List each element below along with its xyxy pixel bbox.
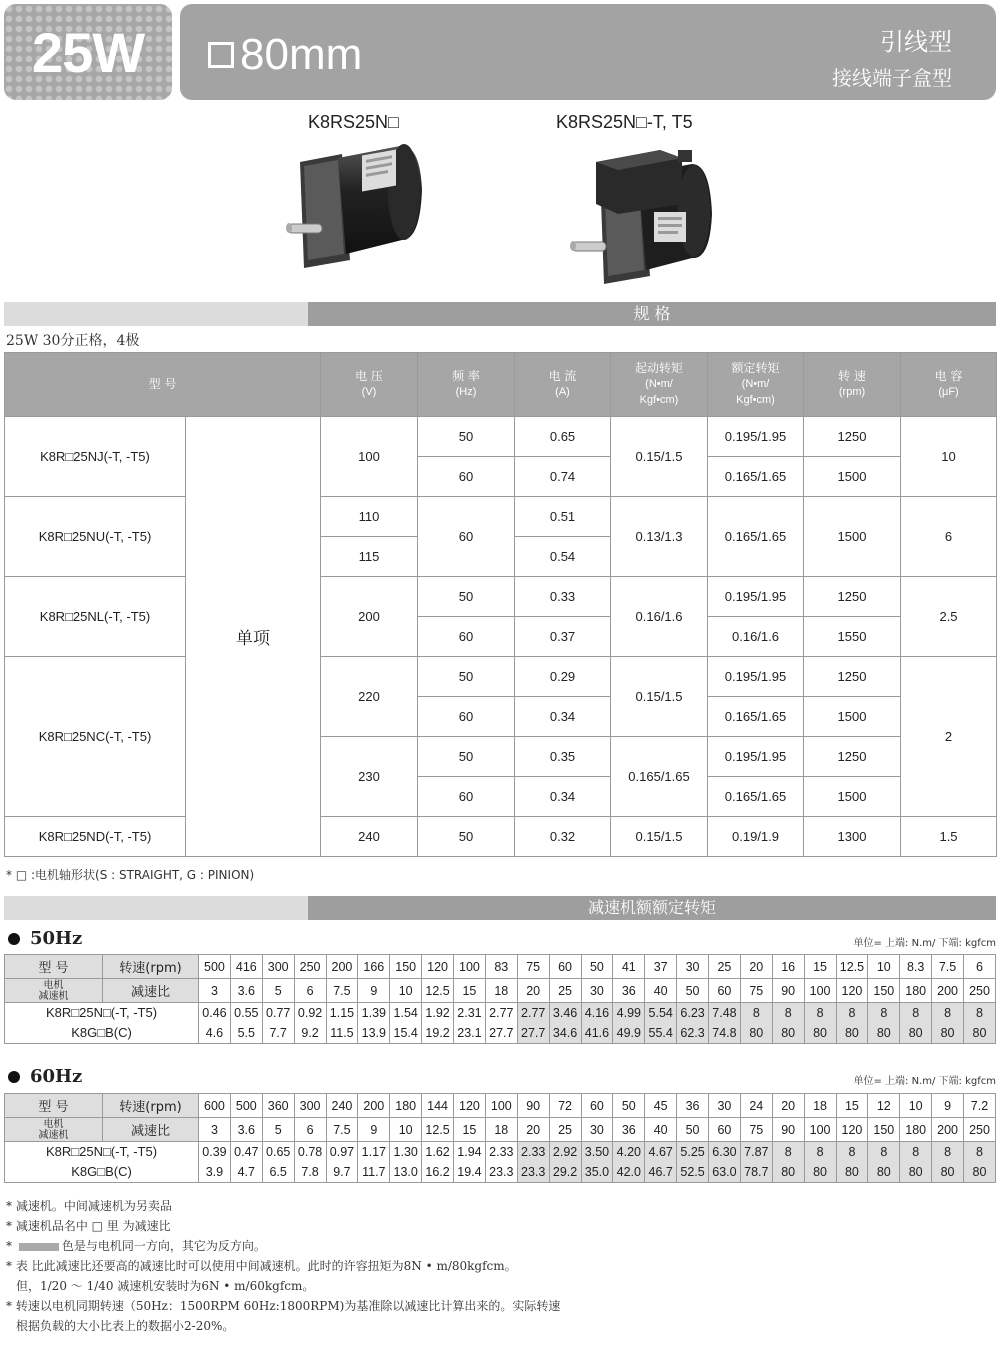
torque-cell: 8 80: [740, 1003, 772, 1044]
freq-cell: 60: [418, 497, 515, 577]
torque-cell: 8 80: [932, 1003, 964, 1044]
speed-cell: 500: [199, 955, 231, 979]
speed-cell: 1250: [804, 737, 901, 777]
speed-cell: 200: [358, 1094, 390, 1118]
torque-cell: 8 80: [836, 1142, 868, 1183]
spec-row: [5, 417, 997, 457]
speed-cell: 150: [390, 955, 422, 979]
rated-torque-cell: 0.195/1.95: [708, 737, 804, 777]
ratio-row: [5, 1118, 996, 1142]
ratio-cell: 15: [454, 979, 486, 1003]
ratio-cell: 100: [804, 1118, 836, 1142]
ratio-cell: 180: [900, 979, 932, 1003]
gear-model-cell: K8R□25N□(-T, -T5) K8G□B(C): [5, 1003, 199, 1044]
footnote: * 转速以电机同期转速（50Hz：1500RPM 60Hz:1800RPM)为基准除以减速比计算出来的。实际转速: [6, 1299, 561, 1313]
gear-section-title: 减速机额额定转矩: [308, 896, 996, 920]
speed-cell: 30: [677, 955, 709, 979]
speed-cell: 10: [868, 955, 900, 979]
current-cell: 0.34: [515, 697, 611, 737]
gear-section-bar: [4, 896, 996, 920]
torque-cell: 8 80: [868, 1003, 900, 1044]
speed-cell: 120: [422, 955, 454, 979]
model-cell: K8R□25NU(-T, -T5): [5, 497, 186, 577]
speed-cell: 1500: [804, 697, 901, 737]
rated-torque-cell: 0.195/1.95: [708, 657, 804, 697]
torque-cell: 6.30 63.0: [709, 1142, 741, 1183]
ratio-cell: 40: [645, 1118, 677, 1142]
motor-terminal-box-image: [566, 134, 726, 286]
start-torque-cell: 0.15/1.5: [611, 657, 708, 737]
ratio-cell: 40: [645, 979, 677, 1003]
col-rated-torque: 额定转矩 (N•m/ Kgf•cm): [708, 353, 804, 417]
speed-cell: 9: [932, 1094, 964, 1118]
speed-cell: 36: [677, 1094, 709, 1118]
speed-cell: 15: [836, 1094, 868, 1118]
ratio-cell: 50: [677, 979, 709, 1003]
model-cell: K8R□25ND(-T, -T5): [5, 817, 186, 857]
col-start-torque: 起动转矩 (N•m/ Kgf•cm): [611, 353, 708, 417]
ratio-cell: 25: [549, 1118, 581, 1142]
current-cell: 0.33: [515, 577, 611, 617]
speed-cell: 45: [645, 1094, 677, 1118]
speed-cell: 360: [262, 1094, 294, 1118]
torque-row: [5, 1003, 996, 1044]
start-torque-cell: 0.165/1.65: [611, 737, 708, 817]
speed-cell: 20: [772, 1094, 804, 1118]
spec-row: [5, 817, 997, 857]
torque-cell: 0.65 6.5: [262, 1142, 294, 1183]
ratio-cell: 18: [485, 979, 517, 1003]
ratio-cell: 18: [485, 1118, 517, 1142]
speed-cell: 7.2: [964, 1094, 996, 1118]
torque-cell: 4.20 42.0: [613, 1142, 645, 1183]
ratio-cell: 5: [262, 979, 294, 1003]
spec-section-bar: [4, 302, 996, 326]
torque-cell: 5.54 55.4: [645, 1003, 677, 1044]
torque-cell: 2.77 27.7: [517, 1003, 549, 1044]
gear-model-cell: K8R□25N□(-T, -T5) K8G□B(C): [5, 1142, 199, 1183]
motor-reducer-label: 电机 减速机: [5, 979, 103, 1003]
torque-cell: 6.23 62.3: [677, 1003, 709, 1044]
speed-cell: 50: [613, 1094, 645, 1118]
torque-cell: 8 80: [900, 1003, 932, 1044]
freq-cell: 50: [418, 657, 515, 697]
motor-lead-wire-image: [280, 140, 440, 270]
torque-cell: 1.17 11.7: [358, 1142, 390, 1183]
speed-cell: 60: [581, 1094, 613, 1118]
spec-table: [4, 352, 997, 857]
torque-cell: 0.46 4.6: [199, 1003, 231, 1044]
torque-cell: 0.78 7.8: [294, 1142, 326, 1183]
hz50-label: 50Hz: [30, 928, 83, 949]
rated-torque-cell: 0.165/1.65: [708, 697, 804, 737]
torque-cell: 1.30 13.0: [390, 1142, 422, 1183]
torque-cell: 7.48 74.8: [709, 1003, 741, 1044]
speed-row: [5, 1094, 996, 1118]
speed-cell: 15: [804, 955, 836, 979]
ratio-cell: 7.5: [326, 979, 358, 1003]
footnote: 但，1/20 ～ 1/40 减速机安装时为6N • m/60kgfcm。: [16, 1279, 315, 1293]
speed-cell: 25: [709, 955, 741, 979]
freq-cell: 60: [418, 457, 515, 497]
col-voltage: 电 压 (V): [321, 353, 418, 417]
torque-cell: 2.31 23.1: [454, 1003, 486, 1044]
speed-cell: 300: [262, 955, 294, 979]
frame-size: [208, 30, 362, 80]
ratio-cell: 36: [613, 979, 645, 1003]
rated-torque-cell: 0.165/1.65: [708, 497, 804, 577]
unit-note-60: 单位= 上端: N.m/ 下端: kgfcm: [853, 1076, 996, 1087]
speed-cell: 416: [230, 955, 262, 979]
torque-cell: 1.39 13.9: [358, 1003, 390, 1044]
torque-cell: 2.77 27.7: [485, 1003, 517, 1044]
ratio-cell: 30: [581, 1118, 613, 1142]
torque-cell: 0.97 9.7: [326, 1142, 358, 1183]
ratio-cell: 150: [868, 1118, 900, 1142]
capacitor-cell: 2: [901, 657, 997, 817]
torque-row: [5, 1142, 996, 1183]
current-cell: 0.51: [515, 497, 611, 537]
model-cell: K8R□25NC(-T, -T5): [5, 657, 186, 817]
ratio-cell: 200: [932, 979, 964, 1003]
speed-cell: 180: [390, 1094, 422, 1118]
speed-cell: 144: [422, 1094, 454, 1118]
freq-cell: 60: [418, 777, 515, 817]
speed-cell: 12: [868, 1094, 900, 1118]
ratio-cell: 5: [262, 1118, 294, 1142]
speed-cell: 20: [740, 955, 772, 979]
freq-cell: 60: [418, 617, 515, 657]
power-badge: [4, 4, 172, 100]
speed-cell: 50: [581, 955, 613, 979]
speed-cell: 30: [709, 1094, 741, 1118]
gear-table-60hz: [4, 1093, 996, 1183]
current-cell: 0.37: [515, 617, 611, 657]
current-cell: 0.65: [515, 417, 611, 457]
speed-cell: 8.3: [900, 955, 932, 979]
model-label: 型 号: [5, 1094, 103, 1118]
voltage-cell: 100: [321, 417, 418, 497]
torque-cell: 1.62 16.2: [422, 1142, 454, 1183]
ratio-cell: 3.6: [230, 979, 262, 1003]
start-torque-cell: 0.15/1.5: [611, 817, 708, 857]
torque-cell: 3.46 34.6: [549, 1003, 581, 1044]
voltage-cell: 115: [321, 537, 418, 577]
capacitor-cell: 2.5: [901, 577, 997, 657]
ratio-cell: 30: [581, 979, 613, 1003]
ratio-cell: 7.5: [326, 1118, 358, 1142]
current-cell: 0.29: [515, 657, 611, 697]
ratio-cell: 9: [358, 979, 390, 1003]
bullet-icon: [8, 933, 20, 945]
speed-cell: 100: [454, 955, 486, 979]
freq-cell: 50: [418, 817, 515, 857]
speed-cell: 500: [230, 1094, 262, 1118]
capacitor-cell: 1.5: [901, 817, 997, 857]
speed-cell: 166: [358, 955, 390, 979]
rated-torque-cell: 0.195/1.95: [708, 417, 804, 457]
torque-cell: 8 80: [964, 1142, 996, 1183]
torque-cell: 2.33 23.3: [485, 1142, 517, 1183]
freq-cell: 60: [418, 697, 515, 737]
spec-row: [5, 497, 997, 537]
square-icon: [208, 42, 234, 68]
ratio-cell: 75: [740, 1118, 772, 1142]
torque-cell: 1.92 19.2: [422, 1003, 454, 1044]
ratio-cell: 15: [454, 1118, 486, 1142]
freq-cell: 50: [418, 577, 515, 617]
voltage-cell: 220: [321, 657, 418, 737]
start-torque-cell: 0.13/1.3: [611, 497, 708, 577]
torque-cell: 8 80: [772, 1142, 804, 1183]
spec-subtitle: 25W 30分正格，4极: [6, 333, 140, 349]
torque-cell: 5.25 52.5: [677, 1142, 709, 1183]
footnote: * 表 比此减速比还要高的减速比时可以使用中间减速机。此时的许容扭矩为8N • m/80kgfcm。: [6, 1259, 517, 1273]
ratio-cell: 10: [390, 979, 422, 1003]
ratio-row: [5, 979, 996, 1003]
torque-cell: 8 80: [804, 1142, 836, 1183]
type-line-1: 引线型: [880, 28, 952, 56]
speed-cell: 300: [294, 1094, 326, 1118]
ratio-cell: 60: [709, 1118, 741, 1142]
spec-row: [5, 577, 997, 617]
hz60-heading: [8, 1066, 82, 1087]
col-frequency: 频 率 (Hz): [418, 353, 515, 417]
current-cell: 0.74: [515, 457, 611, 497]
speed-cell: 18: [804, 1094, 836, 1118]
speed-cell: 120: [454, 1094, 486, 1118]
torque-cell: 2.33 23.3: [517, 1142, 549, 1183]
voltage-cell: 230: [321, 737, 418, 817]
ratio-cell: 12.5: [422, 979, 454, 1003]
current-cell: 0.35: [515, 737, 611, 777]
speed-cell: 41: [613, 955, 645, 979]
spec-header-row: [5, 353, 997, 417]
hz50-heading: [8, 928, 82, 949]
speed-cell: 12.5: [836, 955, 868, 979]
ratio-label: 减速比: [103, 1118, 199, 1142]
ratio-cell: 20: [517, 1118, 549, 1142]
ratio-cell: 3: [199, 1118, 231, 1142]
ratio-cell: 10: [390, 1118, 422, 1142]
torque-cell: 3.50 35.0: [581, 1142, 613, 1183]
model-cell: K8R□25NL(-T, -T5): [5, 577, 186, 657]
speed-cell: 10: [900, 1094, 932, 1118]
rated-torque-cell: 0.165/1.65: [708, 777, 804, 817]
ratio-cell: 3.6: [230, 1118, 262, 1142]
unit-note-50: 单位= 上端: N.m/ 下端: kgfcm: [853, 938, 996, 949]
rated-torque-cell: 0.165/1.65: [708, 457, 804, 497]
torque-cell: 1.15 11.5: [326, 1003, 358, 1044]
speed-label: 转速(rpm): [103, 1094, 199, 1118]
ratio-cell: 120: [836, 979, 868, 1003]
speed-cell: 1250: [804, 657, 901, 697]
highlight-swatch: [19, 1243, 59, 1251]
speed-cell: 7.5: [932, 955, 964, 979]
speed-cell: 72: [549, 1094, 581, 1118]
model-cell: K8R□25NJ(-T, -T5): [5, 417, 186, 497]
torque-cell: 1.54 15.4: [390, 1003, 422, 1044]
model-label: 型 号: [5, 955, 103, 979]
shaft-note: * □ :电机轴形状(S : STRAIGHT, G : PINION): [6, 868, 255, 882]
speed-cell: 250: [294, 955, 326, 979]
start-torque-cell: 0.15/1.5: [611, 417, 708, 497]
torque-cell: 8 80: [964, 1003, 996, 1044]
torque-cell: 0.92 9.2: [294, 1003, 326, 1044]
speed-row: [5, 955, 996, 979]
gear-table-50hz: [4, 954, 996, 1044]
speed-cell: 60: [549, 955, 581, 979]
speed-cell: 1250: [804, 577, 901, 617]
bullet-icon: [8, 1071, 20, 1083]
voltage-cell: 200: [321, 577, 418, 657]
torque-cell: 0.77 7.7: [262, 1003, 294, 1044]
current-cell: 0.34: [515, 777, 611, 817]
ratio-cell: 200: [932, 1118, 964, 1142]
speed-cell: 1250: [804, 417, 901, 457]
ratio-cell: 36: [613, 1118, 645, 1142]
torque-cell: 2.92 29.2: [549, 1142, 581, 1183]
ratio-cell: 60: [709, 979, 741, 1003]
product-caption-terminal: K8RS25N□-T, T5: [556, 112, 693, 132]
current-cell: 0.32: [515, 817, 611, 857]
capacitor-cell: 6: [901, 497, 997, 577]
torque-cell: 1.94 19.4: [454, 1142, 486, 1183]
start-torque-cell: 0.16/1.6: [611, 577, 708, 657]
type-line-2: 接线端子盒型: [832, 66, 952, 90]
speed-cell: 1500: [804, 777, 901, 817]
ratio-cell: 75: [740, 979, 772, 1003]
ratio-cell: 6: [294, 1118, 326, 1142]
speed-cell: 90: [517, 1094, 549, 1118]
ratio-cell: 6: [294, 979, 326, 1003]
ratio-cell: 180: [900, 1118, 932, 1142]
col-current: 电 流 (A): [515, 353, 611, 417]
speed-cell: 1550: [804, 617, 901, 657]
motor-reducer-label: 电机 减速机: [5, 1118, 103, 1142]
torque-cell: 8 80: [900, 1142, 932, 1183]
torque-cell: 4.67 46.7: [645, 1142, 677, 1183]
spec-section-title: 规 格: [308, 302, 996, 326]
ratio-cell: 3: [199, 979, 231, 1003]
ratio-cell: 100: [804, 979, 836, 1003]
ratio-cell: 12.5: [422, 1118, 454, 1142]
phase-cell: 单项: [186, 417, 321, 857]
torque-cell: 8 80: [932, 1142, 964, 1183]
product-caption-lead: K8RS25N□: [308, 112, 399, 132]
torque-cell: 8 80: [836, 1003, 868, 1044]
footnote: 根据负载的大小比表上的数据小2-20%。: [16, 1319, 235, 1333]
ratio-cell: 120: [836, 1118, 868, 1142]
capacitor-cell: 10: [901, 417, 997, 497]
power-label: 25W: [31, 21, 145, 84]
speed-cell: 1500: [804, 457, 901, 497]
current-cell: 0.54: [515, 537, 611, 577]
torque-cell: 8 80: [868, 1142, 900, 1183]
voltage-cell: 240: [321, 817, 418, 857]
ratio-cell: 90: [772, 979, 804, 1003]
footnote: * 减速机。中间减速机为另卖品: [6, 1199, 172, 1213]
rated-torque-cell: 0.19/1.9: [708, 817, 804, 857]
speed-cell: 24: [740, 1094, 772, 1118]
speed-cell: 37: [645, 955, 677, 979]
frame-size-label: 80mm: [240, 30, 363, 79]
ratio-cell: 50: [677, 1118, 709, 1142]
ratio-cell: 250: [964, 1118, 996, 1142]
col-speed: 转 速 (rpm): [804, 353, 901, 417]
speed-cell: 200: [326, 955, 358, 979]
ratio-cell: 150: [868, 979, 900, 1003]
rated-torque-cell: 0.16/1.6: [708, 617, 804, 657]
ratio-cell: 9: [358, 1118, 390, 1142]
speed-cell: 1300: [804, 817, 901, 857]
rated-torque-cell: 0.195/1.95: [708, 577, 804, 617]
speed-cell: 6: [964, 955, 996, 979]
col-model: 型 号: [5, 353, 321, 417]
header-banner: [180, 4, 996, 100]
speed-cell: 75: [517, 955, 549, 979]
speed-cell: 600: [199, 1094, 231, 1118]
torque-cell: 7.87 78.7: [740, 1142, 772, 1183]
ratio-cell: 90: [772, 1118, 804, 1142]
footnote: * 减速机品名中 □ 里 为减速比: [6, 1219, 171, 1233]
ratio-cell: 20: [517, 979, 549, 1003]
hz60-label: 60Hz: [30, 1066, 83, 1087]
speed-cell: 1500: [804, 497, 901, 577]
voltage-cell: 110: [321, 497, 418, 537]
speed-cell: 100: [485, 1094, 517, 1118]
speed-cell: 83: [485, 955, 517, 979]
ratio-cell: 250: [964, 979, 996, 1003]
torque-cell: 8 80: [804, 1003, 836, 1044]
footnote: * 色是与电机同一方向，其它为反方向。: [6, 1239, 266, 1253]
torque-cell: 4.16 41.6: [581, 1003, 613, 1044]
ratio-cell: 25: [549, 979, 581, 1003]
col-capacitor: 电 容 (μF): [901, 353, 997, 417]
torque-cell: 0.47 4.7: [230, 1142, 262, 1183]
spec-row: [5, 657, 997, 697]
torque-cell: 8 80: [772, 1003, 804, 1044]
speed-cell: 240: [326, 1094, 358, 1118]
torque-cell: 4.99 49.9: [613, 1003, 645, 1044]
speed-label: 转速(rpm): [103, 955, 199, 979]
footnotes: [6, 1196, 560, 1336]
ratio-label: 减速比: [103, 979, 199, 1003]
torque-cell: 0.39 3.9: [199, 1142, 231, 1183]
freq-cell: 50: [418, 737, 515, 777]
torque-cell: 0.55 5.5: [230, 1003, 262, 1044]
speed-cell: 16: [772, 955, 804, 979]
freq-cell: 50: [418, 417, 515, 457]
